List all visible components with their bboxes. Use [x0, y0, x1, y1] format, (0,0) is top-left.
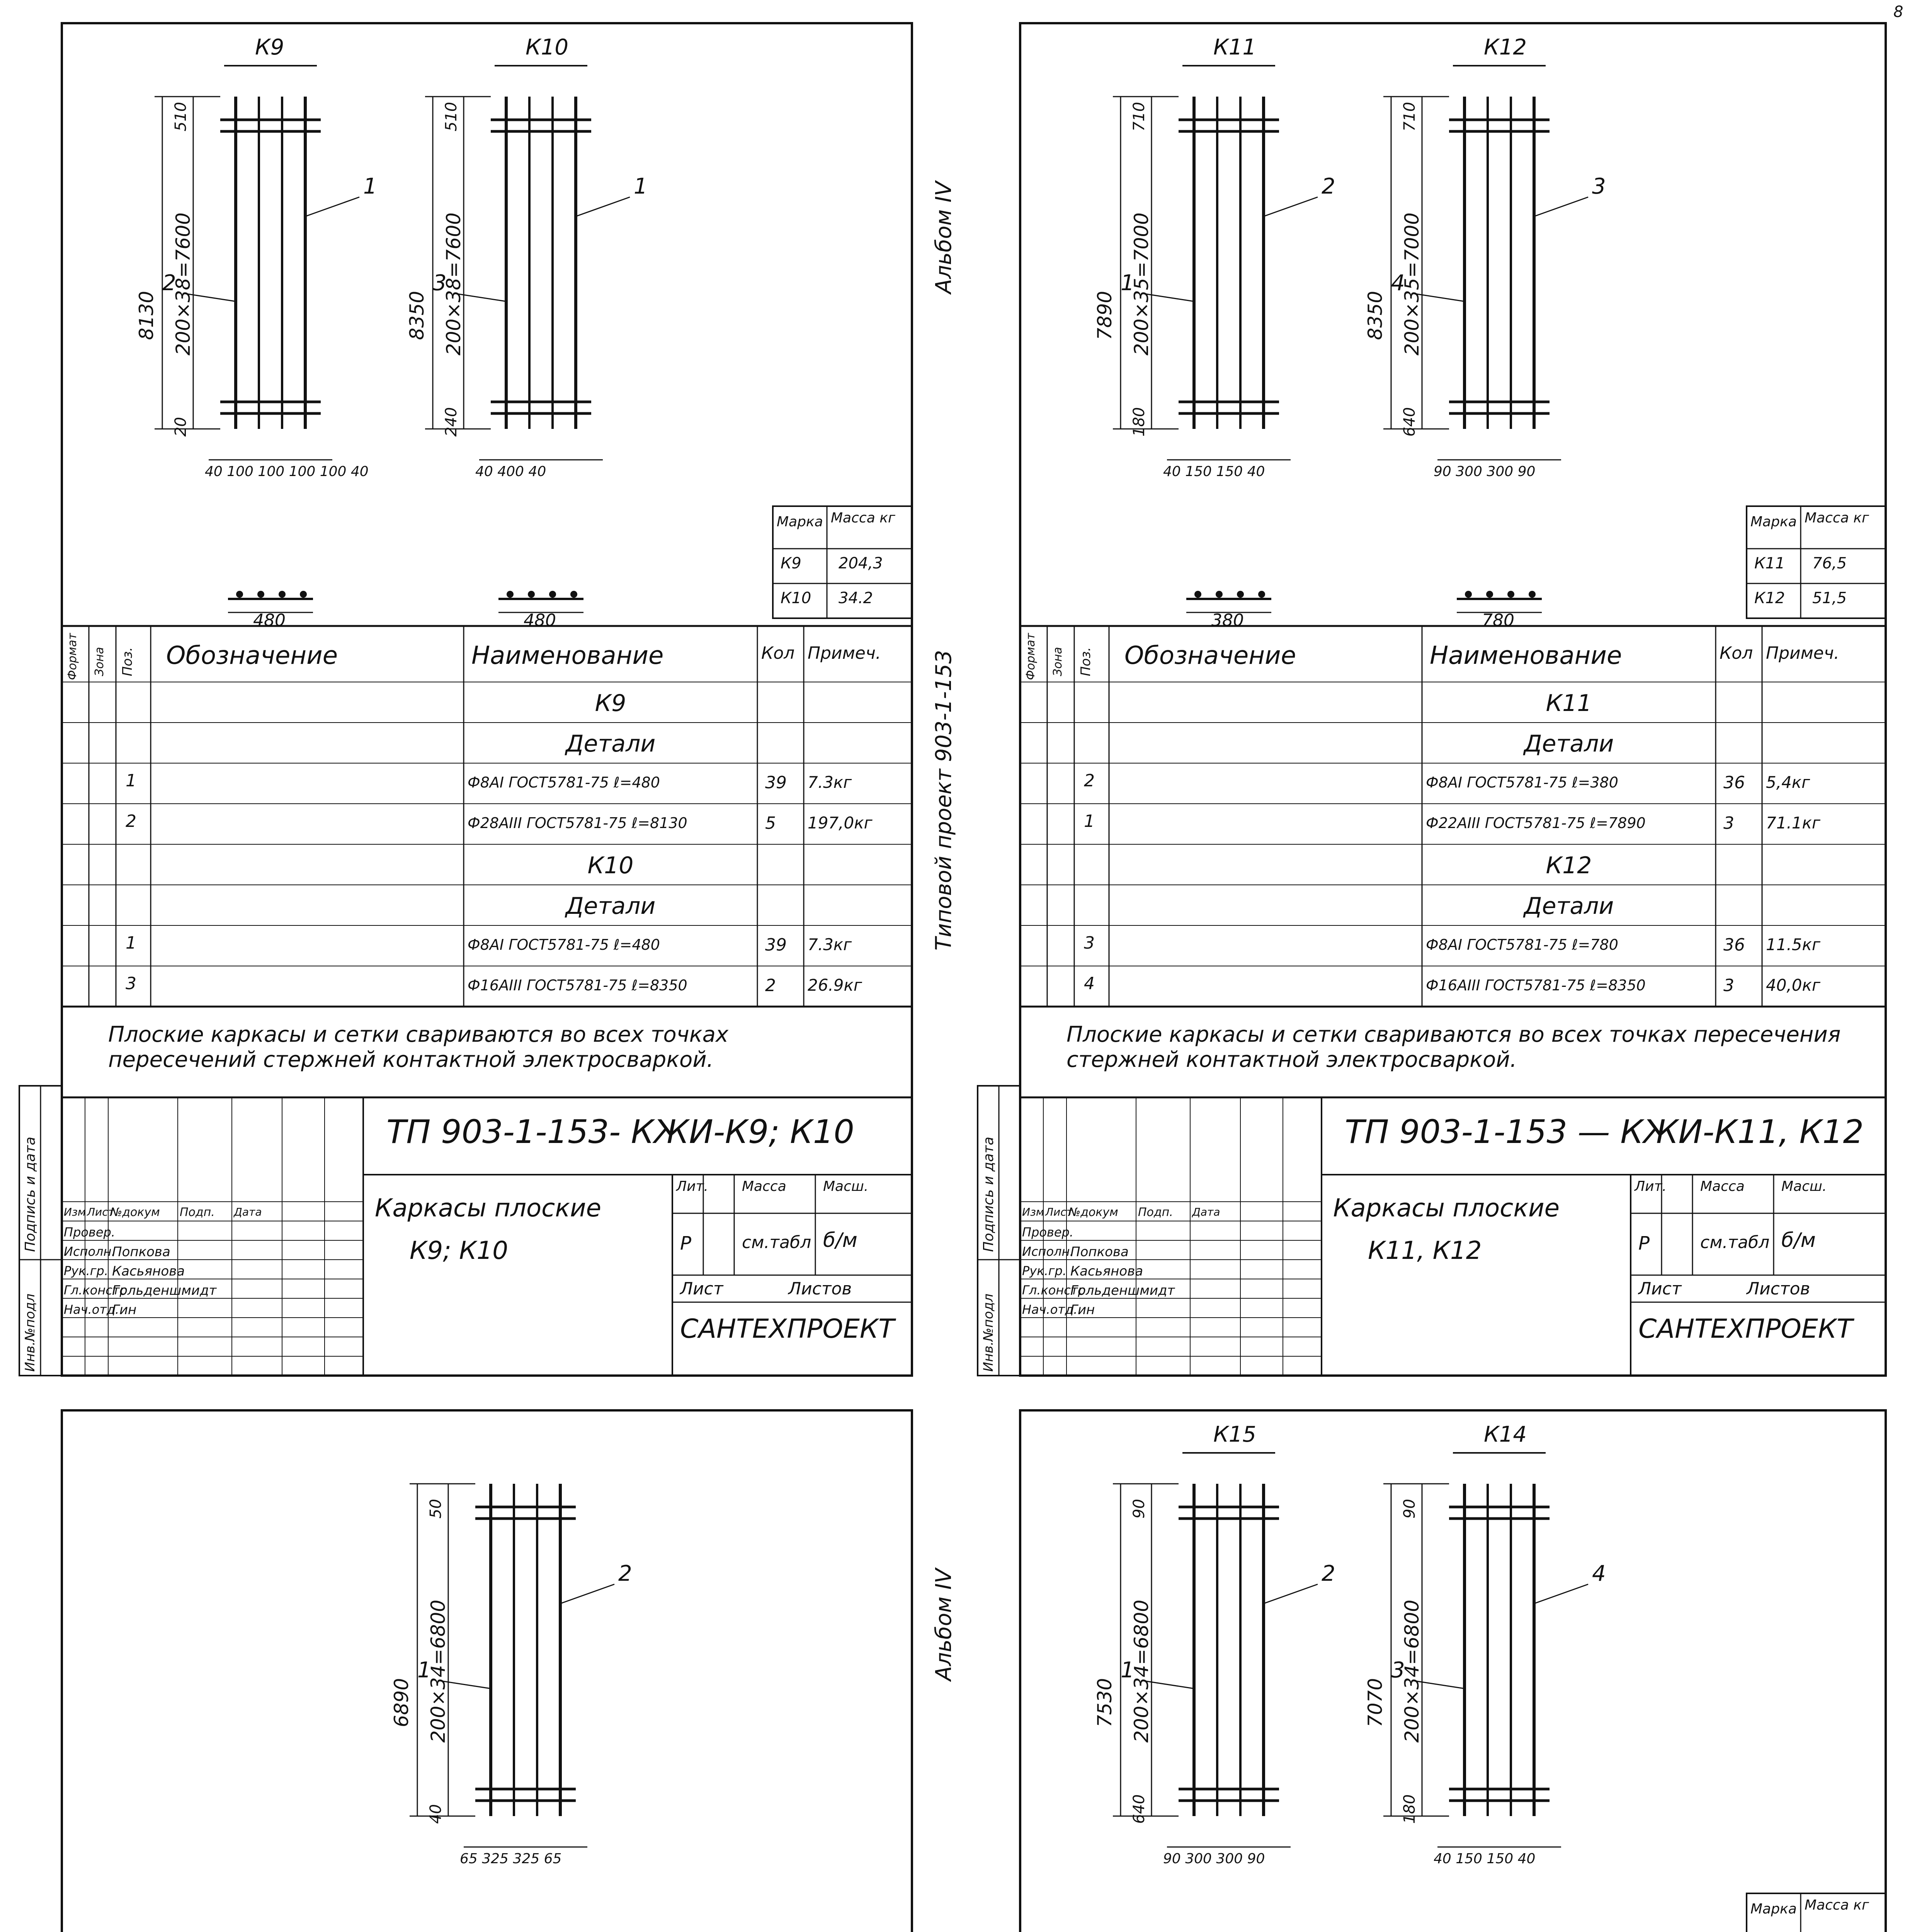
stamp-lit-label: Лит.: [676, 1179, 708, 1194]
overall-length-dim: 7890: [1094, 291, 1116, 340]
section-bar-dot: [1216, 591, 1223, 598]
stamp-sheet-label: Лист: [1638, 1279, 1682, 1299]
drawing-title: Каркасы плоские: [375, 1194, 601, 1223]
margin-project-label: Типовой проект 903-1-153: [931, 650, 956, 951]
section-bar-dot: [300, 591, 307, 598]
col-qty: Кол: [1720, 643, 1753, 663]
spec-pos: 1: [126, 771, 136, 791]
overall-length-dim: 8130: [135, 291, 158, 340]
spec-name: Ф8АI ГОСТ5781-75 ℓ=780: [1426, 936, 1618, 953]
mass-table-value: 34.2: [839, 589, 873, 607]
mass-table: [773, 506, 912, 618]
general-note: Плоские каркасы и сетки свариваются во всех точках пересечения стержней контактной электросваркой.: [1067, 1022, 1841, 1072]
col-format: Формат: [1024, 633, 1038, 680]
stamp-role: Рук.гр.: [1022, 1264, 1067, 1278]
section-bar-dot: [528, 591, 535, 598]
overall-length-dim: 6890: [390, 1678, 413, 1727]
section-bar-dot: [1507, 591, 1514, 598]
section-width-dim: 480: [253, 611, 286, 630]
spec-qty: 39: [765, 935, 787, 955]
mass-table-mark-header: Марка: [777, 514, 823, 530]
spec-group-heading: К10: [587, 852, 634, 879]
stamp-date: Дата: [1192, 1206, 1220, 1218]
spec-qty: 2: [765, 976, 776, 995]
spec-note: 7.3кг: [808, 935, 852, 954]
sheet-frame: [1020, 1410, 1886, 1932]
position-mark: 4: [1391, 270, 1405, 296]
mass-table-mark-header: Марка: [1750, 514, 1797, 530]
stamp-name: Гольденшмидт: [1070, 1283, 1175, 1298]
organization-name: САНТЕХПРОЕКТ: [680, 1314, 895, 1344]
stamp-doc: №докум: [110, 1206, 160, 1219]
stamp-mass-label: Масса: [1700, 1179, 1745, 1194]
spec-note: 40,0кг: [1766, 976, 1820, 995]
spec-group-heading: К11: [1546, 690, 1592, 717]
col-name: Наименование: [471, 641, 664, 670]
mass-table-mass-header: Масса кг: [1805, 1897, 1869, 1913]
spec-group-heading: Детали: [1524, 893, 1614, 920]
stamp-role: Нач.отд.: [64, 1302, 119, 1317]
position-mark: 1: [1121, 270, 1135, 296]
end-offset-dim: 640: [1130, 1794, 1148, 1824]
spec-name: Ф8АI ГОСТ5781-75 ℓ=480: [468, 774, 660, 791]
position-mark: 1: [417, 1658, 431, 1683]
end-offset-dim: 710: [1401, 102, 1419, 131]
mass-table-mark: К10: [781, 589, 811, 607]
end-offset-dim: 90: [1130, 1499, 1148, 1519]
section-bar-dot: [549, 591, 556, 598]
pitch-dim: 200×34=6800: [1130, 1599, 1153, 1743]
mass-table-mark: К12: [1754, 589, 1785, 607]
width-dim-text: 40 100 100 100 100 40: [205, 464, 369, 480]
stamp-izm: Изм: [64, 1206, 86, 1218]
page-number: 8: [1893, 3, 1903, 21]
stamp-role: Рук.гр.: [64, 1264, 109, 1278]
section-bar-dot: [1237, 591, 1244, 598]
position-mark: 1: [363, 174, 377, 199]
spec-qty: 5: [765, 813, 776, 833]
stamp-role: Исполн.: [64, 1244, 116, 1259]
position-mark: 3: [1391, 1658, 1405, 1683]
position-mark: 3: [1592, 174, 1606, 199]
section-bar-dot: [1258, 591, 1265, 598]
col-pos: Поз.: [1078, 647, 1094, 676]
position-mark: 3: [433, 270, 447, 296]
mass-table-mass-header: Масса кг: [1805, 510, 1869, 526]
margin-album-label: Альбом IV: [931, 181, 956, 294]
col-designation: Обозначение: [1124, 641, 1296, 670]
sheet-frame: [62, 23, 912, 1376]
spec-qty: 36: [1723, 935, 1745, 955]
col-pos: Поз.: [120, 647, 135, 676]
margin-sign-date-label: Подпись и дата: [22, 1136, 38, 1252]
end-offset-dim: 90: [1401, 1499, 1419, 1519]
width-dim-text: 40 150 150 40: [1434, 1851, 1536, 1867]
leader-line: [560, 1584, 614, 1604]
spec-qty: 36: [1723, 773, 1745, 793]
frame-mark-1: К14: [1484, 1422, 1527, 1447]
stamp-lit-value: Р: [1638, 1233, 1650, 1254]
end-offset-dim: 710: [1130, 102, 1148, 131]
spec-table: [62, 626, 912, 1007]
stamp-name: Касьянова: [112, 1264, 185, 1279]
sheet-frame: [1020, 23, 1886, 1376]
end-offset-dim: 640: [1401, 407, 1419, 437]
spec-name: Ф8АI ГОСТ5781-75 ℓ=480: [468, 936, 660, 953]
stamp-scale-value: б/м: [1781, 1229, 1816, 1252]
section-width-dim: 380: [1211, 611, 1244, 630]
section-bar-dot: [507, 591, 514, 598]
spec-name: Ф8АI ГОСТ5781-75 ℓ=380: [1426, 774, 1618, 791]
leader-line: [576, 197, 630, 216]
width-dim-text: 40 400 40: [475, 464, 546, 480]
mass-table-mark-header: Марка: [1750, 1901, 1797, 1917]
stamp-name: Касьянова: [1070, 1264, 1143, 1279]
spec-note: 11.5кг: [1766, 935, 1820, 954]
stamp-mass-value: см.табл: [1700, 1233, 1770, 1252]
stamp-doc: №докум: [1068, 1206, 1118, 1219]
mass-table-value: 76,5: [1812, 554, 1847, 572]
spec-note: 71.1кг: [1766, 813, 1820, 832]
stamp-sheets-label: Листов: [788, 1279, 852, 1299]
section-bar-dot: [1194, 591, 1201, 598]
spec-note: 197,0кг: [808, 813, 873, 832]
end-offset-dim: 50: [427, 1499, 445, 1519]
position-mark: 1: [634, 174, 648, 199]
spec-group-heading: Детали: [565, 730, 656, 757]
stamp-izm: Изм: [1022, 1206, 1044, 1218]
stamp-role: Гл.констр: [64, 1283, 128, 1298]
end-offset-dim: 240: [442, 407, 460, 437]
spec-table: [1020, 626, 1886, 1007]
position-mark: 1: [1121, 1658, 1135, 1683]
spec-pos: 1: [1084, 811, 1095, 831]
overall-length-dim: 7530: [1094, 1678, 1116, 1727]
col-name: Наименование: [1430, 641, 1622, 670]
drawing-title: Каркасы плоские: [1333, 1194, 1560, 1223]
end-offset-dim: 20: [172, 417, 190, 437]
stamp-role: Гл.констр: [1022, 1283, 1086, 1298]
spec-note: 7.3кг: [808, 773, 852, 792]
stamp-list: Лист: [1045, 1206, 1073, 1218]
section-width-dim: 480: [524, 611, 556, 630]
frame-mark-1: К12: [1484, 35, 1527, 60]
section-bar-dot: [279, 591, 286, 598]
stamp-name: Попкова: [112, 1244, 170, 1260]
leader-line: [1264, 197, 1318, 216]
section-bar-dot: [570, 591, 577, 598]
section-bar-dot: [1529, 591, 1536, 598]
pitch-dim: 200×35=7000: [1401, 212, 1423, 355]
frame-mark-0: К11: [1213, 35, 1257, 60]
margin-inv-number-label: Инв.№подл: [22, 1293, 38, 1372]
width-dim-text: 40 150 150 40: [1163, 464, 1265, 480]
leader-line: [305, 197, 359, 216]
spec-name: Ф16АIII ГОСТ5781-75 ℓ=8350: [468, 977, 687, 994]
frame-mark-0: К15: [1213, 1422, 1257, 1447]
stamp-mass-label: Масса: [742, 1179, 786, 1194]
mass-table-mass-header: Масса кг: [831, 510, 895, 526]
stamp-lit-value: Р: [680, 1233, 691, 1254]
drawing-subtitle: К9; К10: [410, 1236, 508, 1265]
stamp-date: Дата: [234, 1206, 262, 1218]
stamp-sign: Подп.: [1138, 1206, 1173, 1219]
position-mark: 2: [1322, 174, 1335, 199]
spec-group-heading: Детали: [565, 893, 656, 920]
frame-mark-1: К10: [526, 35, 569, 60]
spec-qty: 3: [1723, 813, 1734, 833]
section-bar-dot: [1465, 591, 1472, 598]
end-offset-dim: 510: [442, 102, 460, 131]
spec-group-heading: Детали: [1524, 730, 1614, 757]
width-dim-text: 90 300 300 90: [1434, 464, 1536, 480]
stamp-mass-value: см.табл: [742, 1233, 811, 1252]
spec-pos: 3: [126, 974, 136, 993]
col-zone: Зона: [93, 647, 106, 676]
spec-pos: 3: [1084, 933, 1095, 953]
spec-pos: 4: [1084, 974, 1095, 993]
stamp-name: Гин: [112, 1302, 137, 1318]
stamp-role: Нач.отд.: [1022, 1302, 1078, 1317]
spec-qty: 3: [1723, 976, 1734, 995]
end-offset-dim: 40: [427, 1804, 445, 1824]
stamp-scale-label: Масш.: [823, 1179, 869, 1194]
stamp-sheets-label: Листов: [1747, 1279, 1810, 1299]
general-note: Плоские каркасы и сетки свариваются во всех точках пересечений стержней контактной электросваркой.: [108, 1022, 729, 1072]
col-note: Примеч.: [808, 643, 881, 663]
sheet-frame: [62, 1410, 912, 1932]
section-width-dim: 780: [1482, 611, 1514, 630]
width-dim-text: 65 325 325 65: [460, 1851, 562, 1867]
spec-note: 26.9кг: [808, 976, 862, 995]
width-dim-text: 90 300 300 90: [1163, 1851, 1265, 1867]
pitch-dim: 200×38=7600: [442, 212, 465, 355]
frame-mark-0: К9: [255, 35, 284, 60]
spec-group-heading: К12: [1546, 852, 1592, 879]
pitch-dim: 200×34=6800: [1401, 1599, 1423, 1743]
col-format: Формат: [66, 633, 79, 680]
mass-table: [1747, 1893, 1886, 1932]
stamp-sheet-label: Лист: [680, 1279, 723, 1299]
overall-length-dim: 8350: [1364, 291, 1386, 340]
spec-qty: 39: [765, 773, 787, 793]
leader-line: [1534, 1584, 1588, 1604]
drawing-code: ТП 903-1-153 — КЖИ-К11, К12: [1345, 1113, 1864, 1151]
stamp-lit-label: Лит.: [1635, 1179, 1667, 1194]
mass-table-mark: К11: [1754, 554, 1785, 572]
spec-pos: 2: [126, 811, 136, 831]
pitch-dim: 200×34=6800: [427, 1599, 449, 1743]
stamp-scale-value: б/м: [823, 1229, 857, 1252]
section-bar-dot: [1486, 591, 1493, 598]
pitch-dim: 200×35=7000: [1130, 212, 1153, 355]
position-mark: 2: [1322, 1561, 1335, 1586]
section-bar-dot: [236, 591, 243, 598]
spec-name: Ф16АIII ГОСТ5781-75 ℓ=8350: [1426, 977, 1646, 994]
margin-sign-date-label: Подпись и дата: [981, 1136, 997, 1252]
position-mark: 4: [1592, 1561, 1606, 1586]
pitch-dim: 200×38=7600: [172, 212, 194, 355]
end-offset-dim: 510: [172, 102, 190, 131]
overall-length-dim: 7070: [1364, 1678, 1386, 1727]
spec-note: 5,4кг: [1766, 773, 1810, 792]
section-bar-dot: [257, 591, 264, 598]
position-mark: 2: [162, 270, 176, 296]
end-offset-dim: 180: [1130, 407, 1148, 437]
mass-table-value: 51,5: [1812, 589, 1847, 607]
mass-table: [1747, 506, 1886, 618]
leader-line: [1534, 197, 1588, 216]
leader-line: [1264, 1584, 1318, 1604]
stamp-name: Попкова: [1070, 1244, 1129, 1260]
mass-table-mark: К9: [781, 554, 801, 572]
overall-length-dim: 8350: [406, 291, 428, 340]
spec-name: Ф22АIII ГОСТ5781-75 ℓ=7890: [1426, 815, 1646, 832]
stamp-scale-label: Масш.: [1781, 1179, 1827, 1194]
margin-inv-number-label: Инв.№подл: [981, 1293, 996, 1372]
mass-table-value: 204,3: [839, 554, 883, 572]
stamp-role: Провер.: [1022, 1225, 1073, 1240]
end-offset-dim: 180: [1401, 1794, 1419, 1824]
margin-album-label: Альбом IV: [931, 1568, 956, 1681]
spec-pos: 2: [1084, 771, 1095, 791]
col-note: Примеч.: [1766, 643, 1839, 663]
drawing-code: ТП 903-1-153- КЖИ-К9; К10: [386, 1113, 854, 1151]
col-zone: Зона: [1051, 647, 1065, 676]
spec-group-heading: К9: [595, 690, 626, 717]
stamp-sign: Подп.: [180, 1206, 215, 1219]
col-designation: Обозначение: [166, 641, 338, 670]
stamp-list: Лист: [87, 1206, 114, 1218]
stamp-name: Гин: [1070, 1302, 1095, 1318]
col-qty: Кол: [761, 643, 795, 663]
stamp-name: Гольденшмидт: [112, 1283, 217, 1298]
stamp-role: Исполн.: [1022, 1244, 1074, 1259]
organization-name: САНТЕХПРОЕКТ: [1638, 1314, 1853, 1344]
position-mark: 2: [618, 1561, 632, 1586]
spec-name: Ф28АIII ГОСТ5781-75 ℓ=8130: [468, 815, 687, 832]
spec-pos: 1: [126, 933, 136, 953]
stamp-role: Провер.: [64, 1225, 115, 1240]
drawing-subtitle: К11, К12: [1368, 1236, 1482, 1265]
